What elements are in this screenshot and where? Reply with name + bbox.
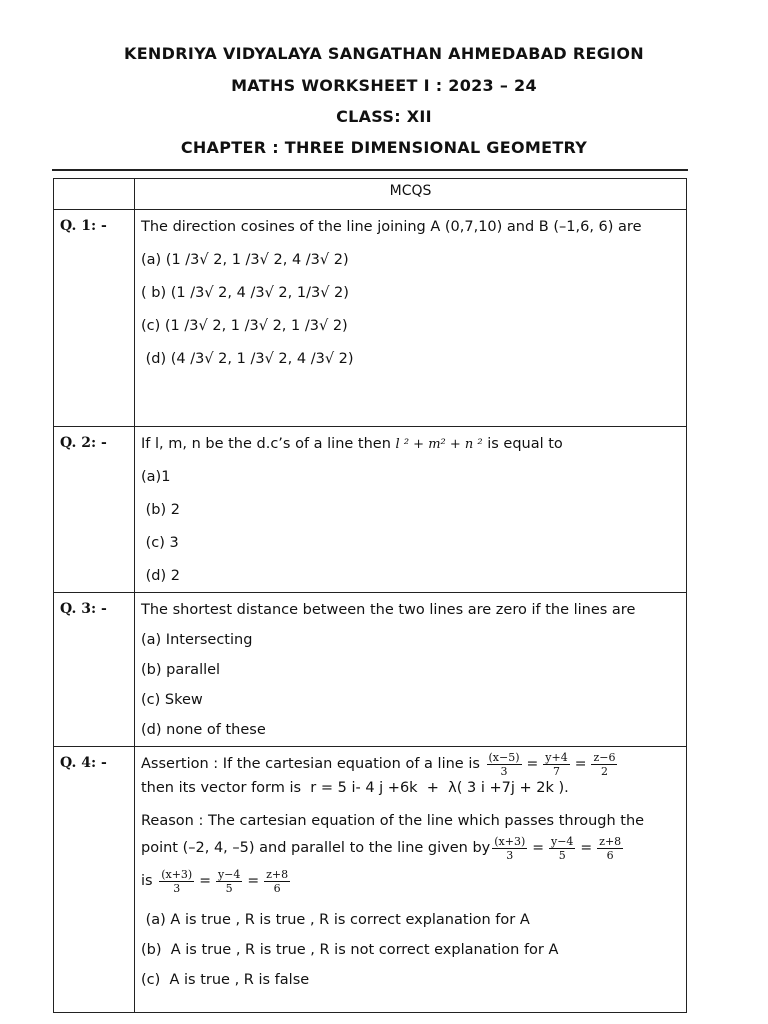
question-row-4 (54, 747, 687, 1013)
fraction-denominator: 3 (506, 848, 514, 862)
school-region-title: KENDRIYA VIDYALAYA SANGATHAN AHMEDABAD REGION (124, 44, 644, 63)
option-c: (c) Skew (141, 692, 203, 708)
option-d: (d) none of these (141, 722, 266, 738)
fraction-numerator: (x−5) (488, 750, 520, 764)
question-number: Q. 1: - (54, 210, 135, 427)
question-row-2 (54, 427, 687, 593)
section-title: MCQS (135, 179, 687, 210)
question-row-3 (54, 593, 687, 747)
equals-sign: = (247, 873, 260, 889)
fraction (216, 868, 242, 895)
question-body (135, 593, 687, 747)
fraction-denominator: 5 (558, 848, 566, 862)
question-body (135, 210, 687, 427)
assertion-line (141, 749, 680, 779)
is-label: is (141, 873, 158, 889)
question-text-after: is equal to (482, 436, 563, 452)
fraction (264, 868, 290, 895)
option-a: (a) (1 /3√ 2, 1 /3√ 2, 4 /3√ 2) (141, 252, 349, 268)
question-number: Q. 3: - (54, 593, 135, 747)
question-text: The shortest distance between the two lines are zero if the lines are (141, 602, 636, 618)
option-a: (a) Intersecting (141, 632, 253, 648)
fraction (159, 868, 194, 895)
fraction-numerator: (x+3) (161, 867, 193, 881)
equals-sign: = (580, 840, 593, 856)
fraction (543, 751, 569, 778)
question-text: The direction cosines of the line joining A (0,7,10) and B (–1,6, 6) are (141, 219, 642, 235)
question-body (135, 427, 687, 593)
fraction (597, 835, 623, 862)
option-b: (b) parallel (141, 662, 221, 678)
fraction-denominator: 2 (600, 764, 608, 778)
question-text (141, 435, 680, 454)
fraction-denominator: 6 (273, 881, 281, 895)
fraction-denominator: 6 (606, 848, 614, 862)
equals-sign: = (526, 756, 539, 772)
fraction-numerator: z−6 (593, 750, 616, 764)
option-a: (a)1 (141, 469, 171, 485)
fraction-denominator: 3 (173, 881, 181, 895)
is-line (141, 865, 680, 897)
question-row-1 (54, 210, 687, 427)
option-d: (d) (4 /3√ 2, 1 /3√ 2, 4 /3√ 2) (141, 351, 354, 367)
question-body (135, 747, 687, 1013)
option-c: (c) A is true , R is false (141, 972, 310, 988)
fraction-numerator: y−4 (550, 834, 574, 848)
fraction-denominator: 7 (552, 764, 560, 778)
equals-sign: = (199, 873, 211, 889)
question-number: Q. 4: - (54, 747, 135, 1013)
worksheet-title: MATHS WORKSHEET I : 2023 – 24 (231, 76, 537, 95)
fraction (549, 835, 575, 862)
fraction-numerator: z+8 (266, 867, 289, 881)
option-c: (c) 3 (141, 535, 179, 551)
reason-line-1: Reason : The cartesian equation of the line which passes through the (141, 813, 645, 829)
fraction-numerator: (x+3) (494, 834, 526, 848)
section-header-row (54, 179, 687, 210)
option-d: (d) 2 (141, 568, 180, 584)
assertion-vector-line: then its vector form is r = 5 i- 4 j +6k + λ( 3 i +7j + 2k ). (141, 780, 569, 796)
equals-sign: = (574, 756, 587, 772)
fraction-numerator: z+8 (599, 834, 622, 848)
math-expression: l ² + m² + n ² (395, 437, 483, 452)
option-b: ( b) (1 /3√ 2, 4 /3√ 2, 1/3√ 2) (141, 285, 349, 301)
fraction (492, 835, 527, 862)
reason-prefix: point (–2, 4, –5) and parallel to the line given by (141, 840, 491, 856)
fraction-numerator: y−4 (217, 867, 241, 881)
class-label: CLASS: XII (336, 107, 432, 126)
header-divider (52, 169, 688, 171)
fraction (487, 751, 522, 778)
question-number: Q. 2: - (54, 427, 135, 593)
assertion-prefix: Assertion : If the cartesian equation of a line is (141, 756, 485, 772)
option-b: (b) 2 (141, 502, 180, 518)
option-c: (c) (1 /3√ 2, 1 /3√ 2, 1 /3√ 2) (141, 318, 348, 334)
equals-sign: = (532, 840, 544, 856)
empty-cell (54, 179, 135, 210)
fraction-denominator: 3 (500, 764, 508, 778)
fraction (591, 751, 617, 778)
fraction-numerator: y+4 (545, 750, 568, 764)
question-text-before: If l, m, n be the d.c’s of a line then (141, 436, 396, 452)
option-b: (b) A is true , R is true , R is not correct explanation for A (141, 942, 559, 958)
questions-table (53, 178, 687, 1013)
reason-line-2 (141, 831, 680, 865)
option-a: (a) A is true , R is true , R is correct explanation for A (141, 912, 530, 928)
chapter-title: CHAPTER : THREE DIMENSIONAL GEOMETRY (180, 138, 588, 157)
fraction-denominator: 5 (225, 881, 233, 895)
